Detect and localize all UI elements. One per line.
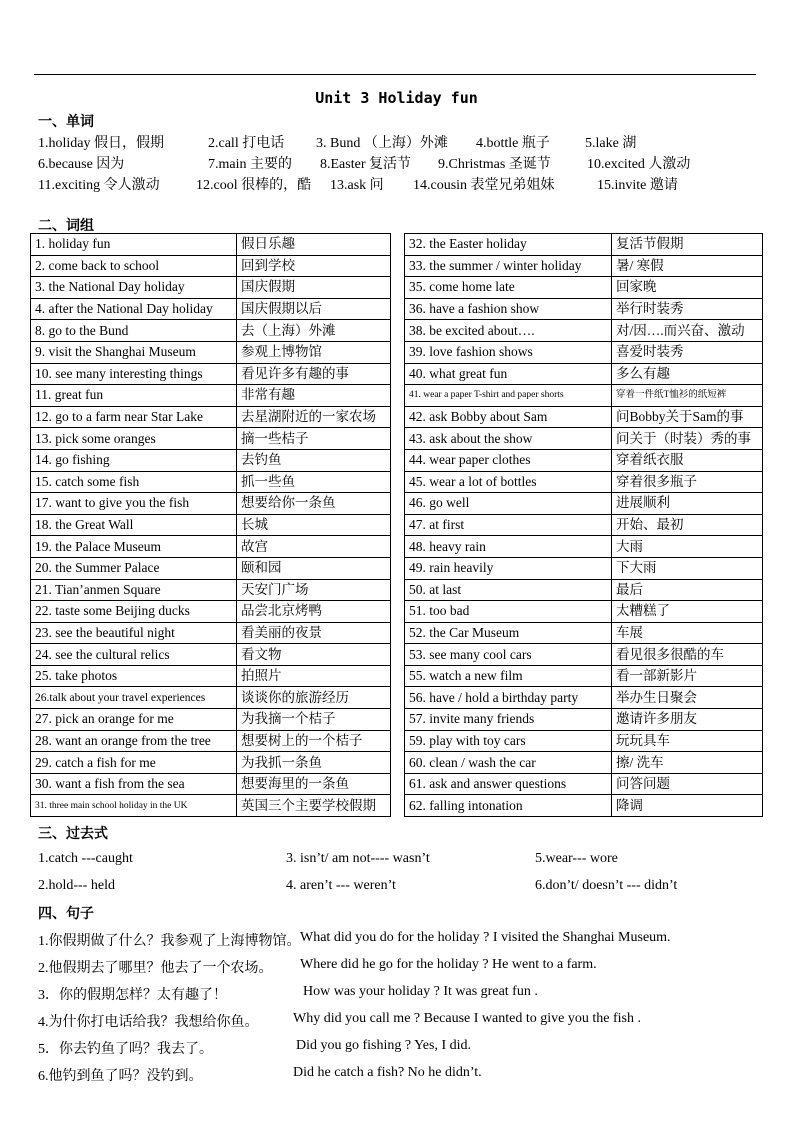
phrase-english: 15. catch some fish: [31, 471, 237, 493]
phrase-chinese: 去星湖附近的一家农场: [237, 406, 391, 428]
phrase-chinese: 看见很多很酷的车: [612, 644, 763, 666]
vocab-item: 9.Christmas 圣诞节: [438, 157, 551, 172]
sentence-chinese: 3．你的假期怎样？太有趣了！: [38, 988, 227, 1003]
past-tense-item: 1.catch ---caught: [38, 851, 133, 866]
phrase-row: [31, 601, 391, 623]
phrase-chinese: 长城: [237, 514, 391, 536]
phrase-chinese: 看一部新影片: [612, 665, 763, 687]
phrase-row: [31, 557, 391, 579]
phrase-english: 29. catch a fish for me: [31, 752, 237, 774]
phrase-row: [405, 709, 763, 731]
phrase-row: [31, 234, 391, 256]
phrase-english: 13. pick some oranges: [31, 428, 237, 450]
page-title: Unit 3 Holiday fun: [315, 89, 478, 107]
phrase-chinese: 暑/ 寒假: [612, 255, 763, 277]
phrase-row: [405, 406, 763, 428]
sentence-chinese: 4.为什你打电话给我？我想给你鱼。: [38, 1015, 259, 1030]
phrase-chinese: 非常有趣: [237, 385, 391, 407]
sentence-english: Where did he go for the holiday ? He went to a farm.: [300, 957, 597, 972]
phrase-english: 18. the Great Wall: [31, 514, 237, 536]
phrase-english: 17. want to give you the fish: [31, 493, 237, 515]
phrase-row: [31, 341, 391, 363]
phrase-chinese: 降调: [612, 795, 763, 817]
phrase-row: [405, 557, 763, 579]
phrase-row: [31, 428, 391, 450]
phrase-chinese: 拍照片: [237, 665, 391, 687]
top-rule: [34, 74, 756, 75]
phrase-row: [405, 255, 763, 277]
phrase-english: 44. wear paper clothes: [405, 449, 612, 471]
phrase-chinese: 开始、最初: [612, 514, 763, 536]
phrase-chinese: 多么有趣: [612, 363, 763, 385]
phrase-english: 1. holiday fun: [31, 234, 237, 256]
vocab-item: 14.cousin 表堂兄弟姐妹: [413, 178, 555, 193]
phrase-chinese: 看美丽的夜景: [237, 622, 391, 644]
sentence-english: What did you do for the holiday ? I visited the Shanghai Museum.: [300, 930, 671, 945]
phrase-chinese: 英国三个主要学校假期: [237, 795, 391, 817]
past-heading-text: 三、过去式: [38, 826, 108, 842]
past-tense-item: 2.hold--- held: [38, 878, 115, 893]
phrase-row: [31, 665, 391, 687]
phrase-english: 62. falling intonation: [405, 795, 612, 817]
sentence-chinese: 1.你假期做了什么？我参观了上海博物馆。: [38, 934, 301, 949]
phrase-english: 3. the National Day holiday: [31, 277, 237, 299]
phrase-english: 43. ask about the show: [405, 428, 612, 450]
phrase-row: [31, 730, 391, 752]
phrase-chinese: 穿着纸衣服: [612, 449, 763, 471]
phrase-row: [31, 536, 391, 558]
phrase-chinese: 假日乐趣: [237, 234, 391, 256]
phrase-row: [405, 665, 763, 687]
phrase-row: [405, 536, 763, 558]
phrase-english: 48. heavy rain: [405, 536, 612, 558]
phrase-english: 4. after the National Day holiday: [31, 298, 237, 320]
phrase-chinese: 下大雨: [612, 557, 763, 579]
vocab-item: 6.because 因为: [38, 157, 125, 172]
phrase-english: 42. ask Bobby about Sam: [405, 406, 612, 428]
phrase-chinese: 看文物: [237, 644, 391, 666]
phrase-chinese: 谈谈你的旅游经历: [237, 687, 391, 709]
phrase-english: 60. clean / wash the car: [405, 752, 612, 774]
vocab-item: 3. Bund （上海）外滩: [316, 136, 448, 151]
vocab-item: 13.ask 问: [330, 178, 384, 193]
phrase-row: [31, 255, 391, 277]
phrase-row: [31, 773, 391, 795]
phrase-chinese: 抓一些鱼: [237, 471, 391, 493]
sentence-english: How was your holiday ? It was great fun .: [303, 984, 538, 999]
phrase-chinese: 复活节假期: [612, 234, 763, 256]
vocab-item: 5.lake 湖: [585, 136, 637, 151]
phrase-chinese: 邀请许多朋友: [612, 709, 763, 731]
phrase-row: [405, 471, 763, 493]
phrase-row: [31, 709, 391, 731]
sentence-english: Did he catch a fish? No he didn’t.: [293, 1065, 482, 1080]
phrase-row: [405, 579, 763, 601]
phrase-english: 27. pick an orange for me: [31, 709, 237, 731]
phrase-english: 21. Tian’anmen Square: [31, 579, 237, 601]
phrase-row: [31, 752, 391, 774]
phrase-chinese: 品尝北京烤鸭: [237, 601, 391, 623]
phrase-english: 33. the summer / winter holiday: [405, 255, 612, 277]
phrase-table-right: [404, 233, 763, 817]
phrase-chinese: 穿着一件纸T恤衫的纸短裤: [612, 385, 763, 407]
phrase-english: 2. come back to school: [31, 255, 237, 277]
phrase-english: 23. see the beautiful night: [31, 622, 237, 644]
phrase-english: 59. play with toy cars: [405, 730, 612, 752]
phrase-english: 24. see the cultural relics: [31, 644, 237, 666]
section-heading-words: 一、单词: [38, 114, 94, 130]
vocab-item: 2.call 打电话: [208, 136, 285, 151]
vocab-item: 15.invite 邀请: [597, 178, 678, 193]
phrase-chinese: 穿着很多瓶子: [612, 471, 763, 493]
phrase-english: 51. too bad: [405, 601, 612, 623]
section-heading-phrases: 二、词组: [38, 218, 94, 234]
phrase-chinese: 进展顺利: [612, 493, 763, 515]
phrase-chinese: 举办生日聚会: [612, 687, 763, 709]
phrase-english: 25. take photos: [31, 665, 237, 687]
sentence-row: [38, 1038, 472, 1058]
phrase-chinese: 玩玩具车: [612, 730, 763, 752]
phrase-row: [405, 363, 763, 385]
phrase-english: 31. three main school holiday in the UK: [31, 795, 237, 817]
phrase-chinese: 国庆假期: [237, 277, 391, 299]
phrase-row: [405, 298, 763, 320]
phrase-row: [31, 449, 391, 471]
phrase-chinese: 最后: [612, 579, 763, 601]
phrase-english: 61. ask and answer questions: [405, 773, 612, 795]
phrase-row: [31, 385, 391, 407]
phrase-chinese: 回家晚: [612, 277, 763, 299]
phrase-row: [405, 514, 763, 536]
phrase-english: 19. the Palace Museum: [31, 536, 237, 558]
phrase-english: 40. what great fun: [405, 363, 612, 385]
vocab-item: 4.bottle 瓶子: [476, 136, 550, 151]
phrase-row: [405, 449, 763, 471]
phrase-row: [405, 493, 763, 515]
phrase-chinese: 摘一些桔子: [237, 428, 391, 450]
phrase-english: 20. the Summer Palace: [31, 557, 237, 579]
phrase-row: [31, 471, 391, 493]
phrase-row: [405, 773, 763, 795]
phrase-english: 55. watch a new film: [405, 665, 612, 687]
phrase-english: 56. have / hold a birthday party: [405, 687, 612, 709]
phrase-row: [31, 363, 391, 385]
vocab-line: [0, 174, 793, 195]
phrase-chinese: 看见许多有趣的事: [237, 363, 391, 385]
phrase-english: 47. at first: [405, 514, 612, 536]
sentence-chinese: 6.他钓到鱼了吗？没钓到。: [38, 1069, 203, 1084]
phrase-english: 46. go well: [405, 493, 612, 515]
phrase-chinese: 颐和园: [237, 557, 391, 579]
phrase-row: [405, 622, 763, 644]
phrase-row: [31, 687, 391, 709]
phrase-english: 39. love fashion shows: [405, 341, 612, 363]
past-tense-item: 5.wear--- wore: [535, 851, 618, 866]
phrase-english: 53. see many cool cars: [405, 644, 612, 666]
past-tense-item: 3. isn’t/ am not---- wasn’t: [286, 851, 430, 866]
vocab-line: [0, 153, 793, 174]
phrase-row: [405, 795, 763, 817]
phrase-chinese: 对/因….而兴奋、激动: [612, 320, 763, 342]
phrase-english: 14. go fishing: [31, 449, 237, 471]
phrase-row: [405, 385, 763, 407]
sentence-row: [38, 984, 538, 1004]
phrase-chinese: 想要海里的一条鱼: [237, 773, 391, 795]
phrase-chinese: 举行时装秀: [612, 298, 763, 320]
phrase-chinese: 回到学校: [237, 255, 391, 277]
phrase-chinese: 想要树上的一个桔子: [237, 730, 391, 752]
sentence-row: [38, 1065, 482, 1085]
phrase-row: [405, 601, 763, 623]
phrase-row: [405, 687, 763, 709]
sentence-row: [38, 930, 671, 950]
phrase-english: 10. see many interesting things: [31, 363, 237, 385]
phrase-chinese: 问Bobby关于Sam的事: [612, 406, 763, 428]
phrase-chinese: 太糟糕了: [612, 601, 763, 623]
phrase-chinese: 车展: [612, 622, 763, 644]
phrase-chinese: 去钓鱼: [237, 449, 391, 471]
vocab-item: 11.exciting 令人激动: [38, 178, 160, 193]
phrase-chinese: 问关于（时装）秀的事: [612, 428, 763, 450]
phrase-english: 9. visit the Shanghai Museum: [31, 341, 237, 363]
phrase-english: 41. wear a paper T-shirt and paper shorts: [405, 385, 612, 407]
phrase-english: 52. the Car Museum: [405, 622, 612, 644]
vocab-item: 12.cool 很棒的，酷: [196, 178, 312, 193]
phrase-row: [405, 752, 763, 774]
phrase-english: 30. want a fish from the sea: [31, 773, 237, 795]
phrase-english: 49. rain heavily: [405, 557, 612, 579]
phrase-row: [31, 514, 391, 536]
phrase-row: [31, 298, 391, 320]
sentence-chinese: 2.他假期去了哪里？他去了一个农场。: [38, 961, 273, 976]
vocab-item: 7.main 主要的: [208, 157, 292, 172]
sentence-row: [38, 1011, 641, 1031]
phrase-english: 12. go to a farm near Star Lake: [31, 406, 237, 428]
phrase-english: 8. go to the Bund: [31, 320, 237, 342]
phrase-chinese: 参观上博物馆: [237, 341, 391, 363]
sentence-row: [38, 957, 597, 977]
phrase-row: [31, 493, 391, 515]
phrase-row: [31, 644, 391, 666]
phrase-english: 50. at last: [405, 579, 612, 601]
vocab-line: [0, 132, 793, 153]
phrase-chinese: 为我摘一个桔子: [237, 709, 391, 731]
phrase-row: [405, 277, 763, 299]
phrase-chinese: 天安门广场: [237, 579, 391, 601]
sentence-chinese: 5．你去钓鱼了吗？我去了。: [38, 1042, 213, 1057]
phrase-english: 35. come home late: [405, 277, 612, 299]
phrase-chinese: 去（上海）外滩: [237, 320, 391, 342]
phrase-english: 36. have a fashion show: [405, 298, 612, 320]
phrase-chinese: 想要给你一条鱼: [237, 493, 391, 515]
phrase-chinese: 喜爱时装秀: [612, 341, 763, 363]
phrase-chinese: 故宫: [237, 536, 391, 558]
vocab-item: 8.Easter 复活节: [320, 157, 411, 172]
sentence-english: Did you go fishing ? Yes, I did.: [296, 1038, 472, 1053]
phrase-english: 38. be excited about….: [405, 320, 612, 342]
phrase-row: [31, 622, 391, 644]
section-heading-past: [38, 823, 108, 843]
phrase-chinese: 国庆假期以后: [237, 298, 391, 320]
phrase-row: [405, 644, 763, 666]
past-tense-item: 6.don’t/ doesn’t --- didn’t: [535, 878, 678, 893]
phrase-row: [31, 277, 391, 299]
vocab-item: 10.excited 人激动: [587, 157, 691, 172]
phrase-english: 22. taste some Beijing ducks: [31, 601, 237, 623]
section-heading-sentences: 四、句子: [38, 906, 94, 922]
phrase-row: [31, 795, 391, 817]
phrase-chinese: 擦/ 洗车: [612, 752, 763, 774]
phrase-row: [405, 341, 763, 363]
phrase-row: [405, 234, 763, 256]
phrase-row: [405, 730, 763, 752]
phrase-english: 26.talk about your travel experiences: [31, 687, 237, 709]
phrase-row: [405, 428, 763, 450]
past-tense-item: 4. aren’t --- weren’t: [286, 878, 396, 893]
phrase-row: [31, 320, 391, 342]
phrase-row: [31, 406, 391, 428]
sentence-english: Why did you call me ? Because I wanted to give you the fish .: [293, 1011, 641, 1026]
phrase-english: 28. want an orange from the tree: [31, 730, 237, 752]
vocab-item: 1.holiday 假日，假期: [38, 136, 164, 151]
phrase-english: 57. invite many friends: [405, 709, 612, 731]
phrase-english: 11. great fun: [31, 385, 237, 407]
phrase-english: 45. wear a lot of bottles: [405, 471, 612, 493]
phrase-chinese: 大雨: [612, 536, 763, 558]
phrase-row: [405, 320, 763, 342]
phrase-row: [31, 579, 391, 601]
phrase-chinese: 为我抓一条鱼: [237, 752, 391, 774]
phrase-english: 32. the Easter holiday: [405, 234, 612, 256]
phrase-chinese: 问答问题: [612, 773, 763, 795]
phrase-table-left: [30, 233, 391, 817]
